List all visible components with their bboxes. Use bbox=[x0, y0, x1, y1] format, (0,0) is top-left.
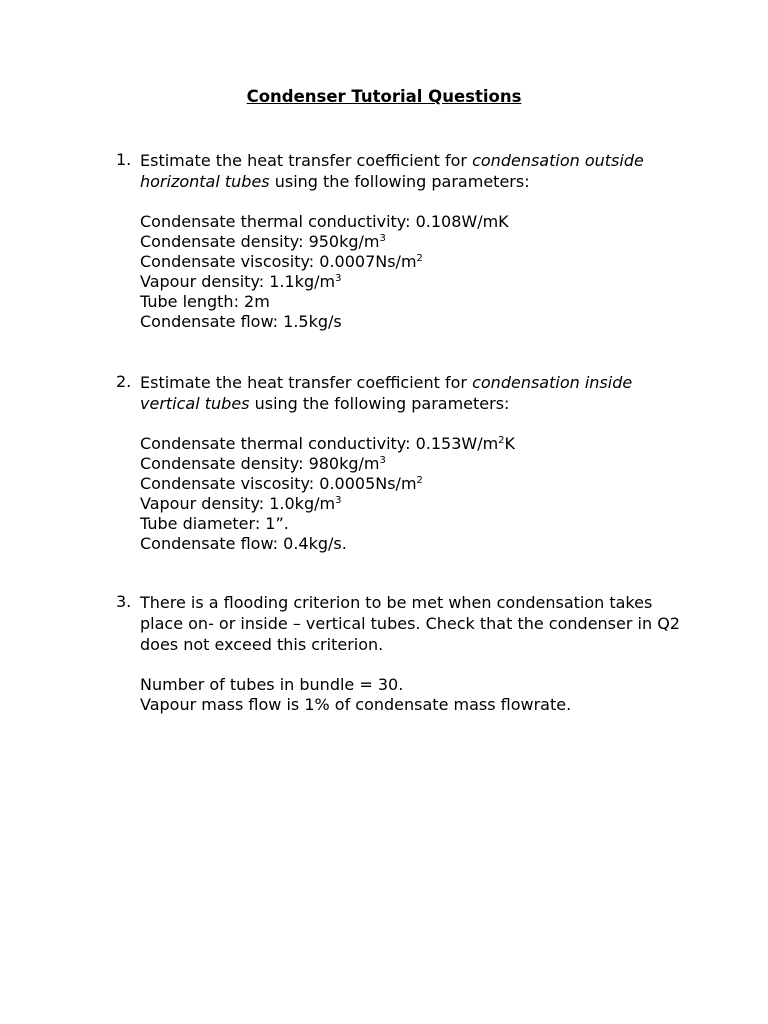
param-conductivity: Condensate thermal conductivity: 0.108W/mK bbox=[140, 212, 509, 231]
question-1-body bbox=[140, 150, 686, 332]
param-flow: Condensate flow: 0.4kg/s. bbox=[140, 534, 347, 553]
param-density: Condensate density: $950kg/m^3$ bbox=[140, 232, 386, 251]
question-1-prompt bbox=[140, 150, 686, 192]
question-2-prompt bbox=[140, 372, 686, 414]
question-2-text-a: Estimate the heat transfer coefficient for bbox=[140, 373, 473, 392]
question-2 bbox=[116, 372, 686, 554]
param-vapour-flow: Vapour mass flow is 1% of condensate mass flowrate. bbox=[140, 695, 572, 714]
question-2-params bbox=[140, 434, 686, 554]
question-1-text-a: Estimate the heat transfer coefficient for bbox=[140, 151, 473, 170]
question-1-params bbox=[140, 212, 686, 332]
question-3-prompt: There is a flooding criterion to be met when condensation takes place on- or inside – vertical tubes. Check that the condenser in Q2 does not exceed this criterion. bbox=[140, 593, 680, 654]
param-viscosity: Condensate viscosity: $0.0005Ns/m^2$ bbox=[140, 474, 423, 493]
param-vapour-density: Vapour density: $1.0kg/m^3$ bbox=[140, 494, 342, 513]
question-3 bbox=[116, 592, 686, 715]
question-1-text-b: using the following parameters: bbox=[269, 172, 530, 191]
param-conductivity: Condensate thermal conductivity: $0.153W/m^2K$ bbox=[140, 434, 516, 453]
document-title: Condenser Tutorial Questions bbox=[246, 87, 522, 106]
question-3-body bbox=[140, 592, 686, 715]
param-tube-length: Tube length: 2m bbox=[140, 292, 270, 311]
param-flow: Condensate flow: 1.5kg/s bbox=[140, 312, 342, 331]
param-density: Condensate density: $980kg/m^3$ bbox=[140, 454, 386, 473]
question-1-text-italic: condensation outside horizontal tubes bbox=[140, 151, 644, 191]
param-tube-count: Number of tubes in bundle = 30. bbox=[140, 675, 404, 694]
question-2-body bbox=[140, 372, 686, 554]
question-1-number: 1. bbox=[116, 150, 132, 169]
question-2-text-b: using the following parameters: bbox=[249, 394, 510, 413]
param-tube-diameter: Tube diameter: 1”. bbox=[140, 514, 289, 533]
question-3-number: 3. bbox=[116, 592, 132, 611]
question-2-number: 2. bbox=[116, 372, 132, 391]
question-2-text-italic: condensation inside vertical tubes bbox=[140, 373, 633, 413]
param-vapour-density: Vapour density: $1.1kg/m^3$ bbox=[140, 272, 342, 291]
question-1 bbox=[116, 150, 686, 332]
param-viscosity: Condensate viscosity: $0.0007Ns/m^2$ bbox=[140, 252, 423, 271]
